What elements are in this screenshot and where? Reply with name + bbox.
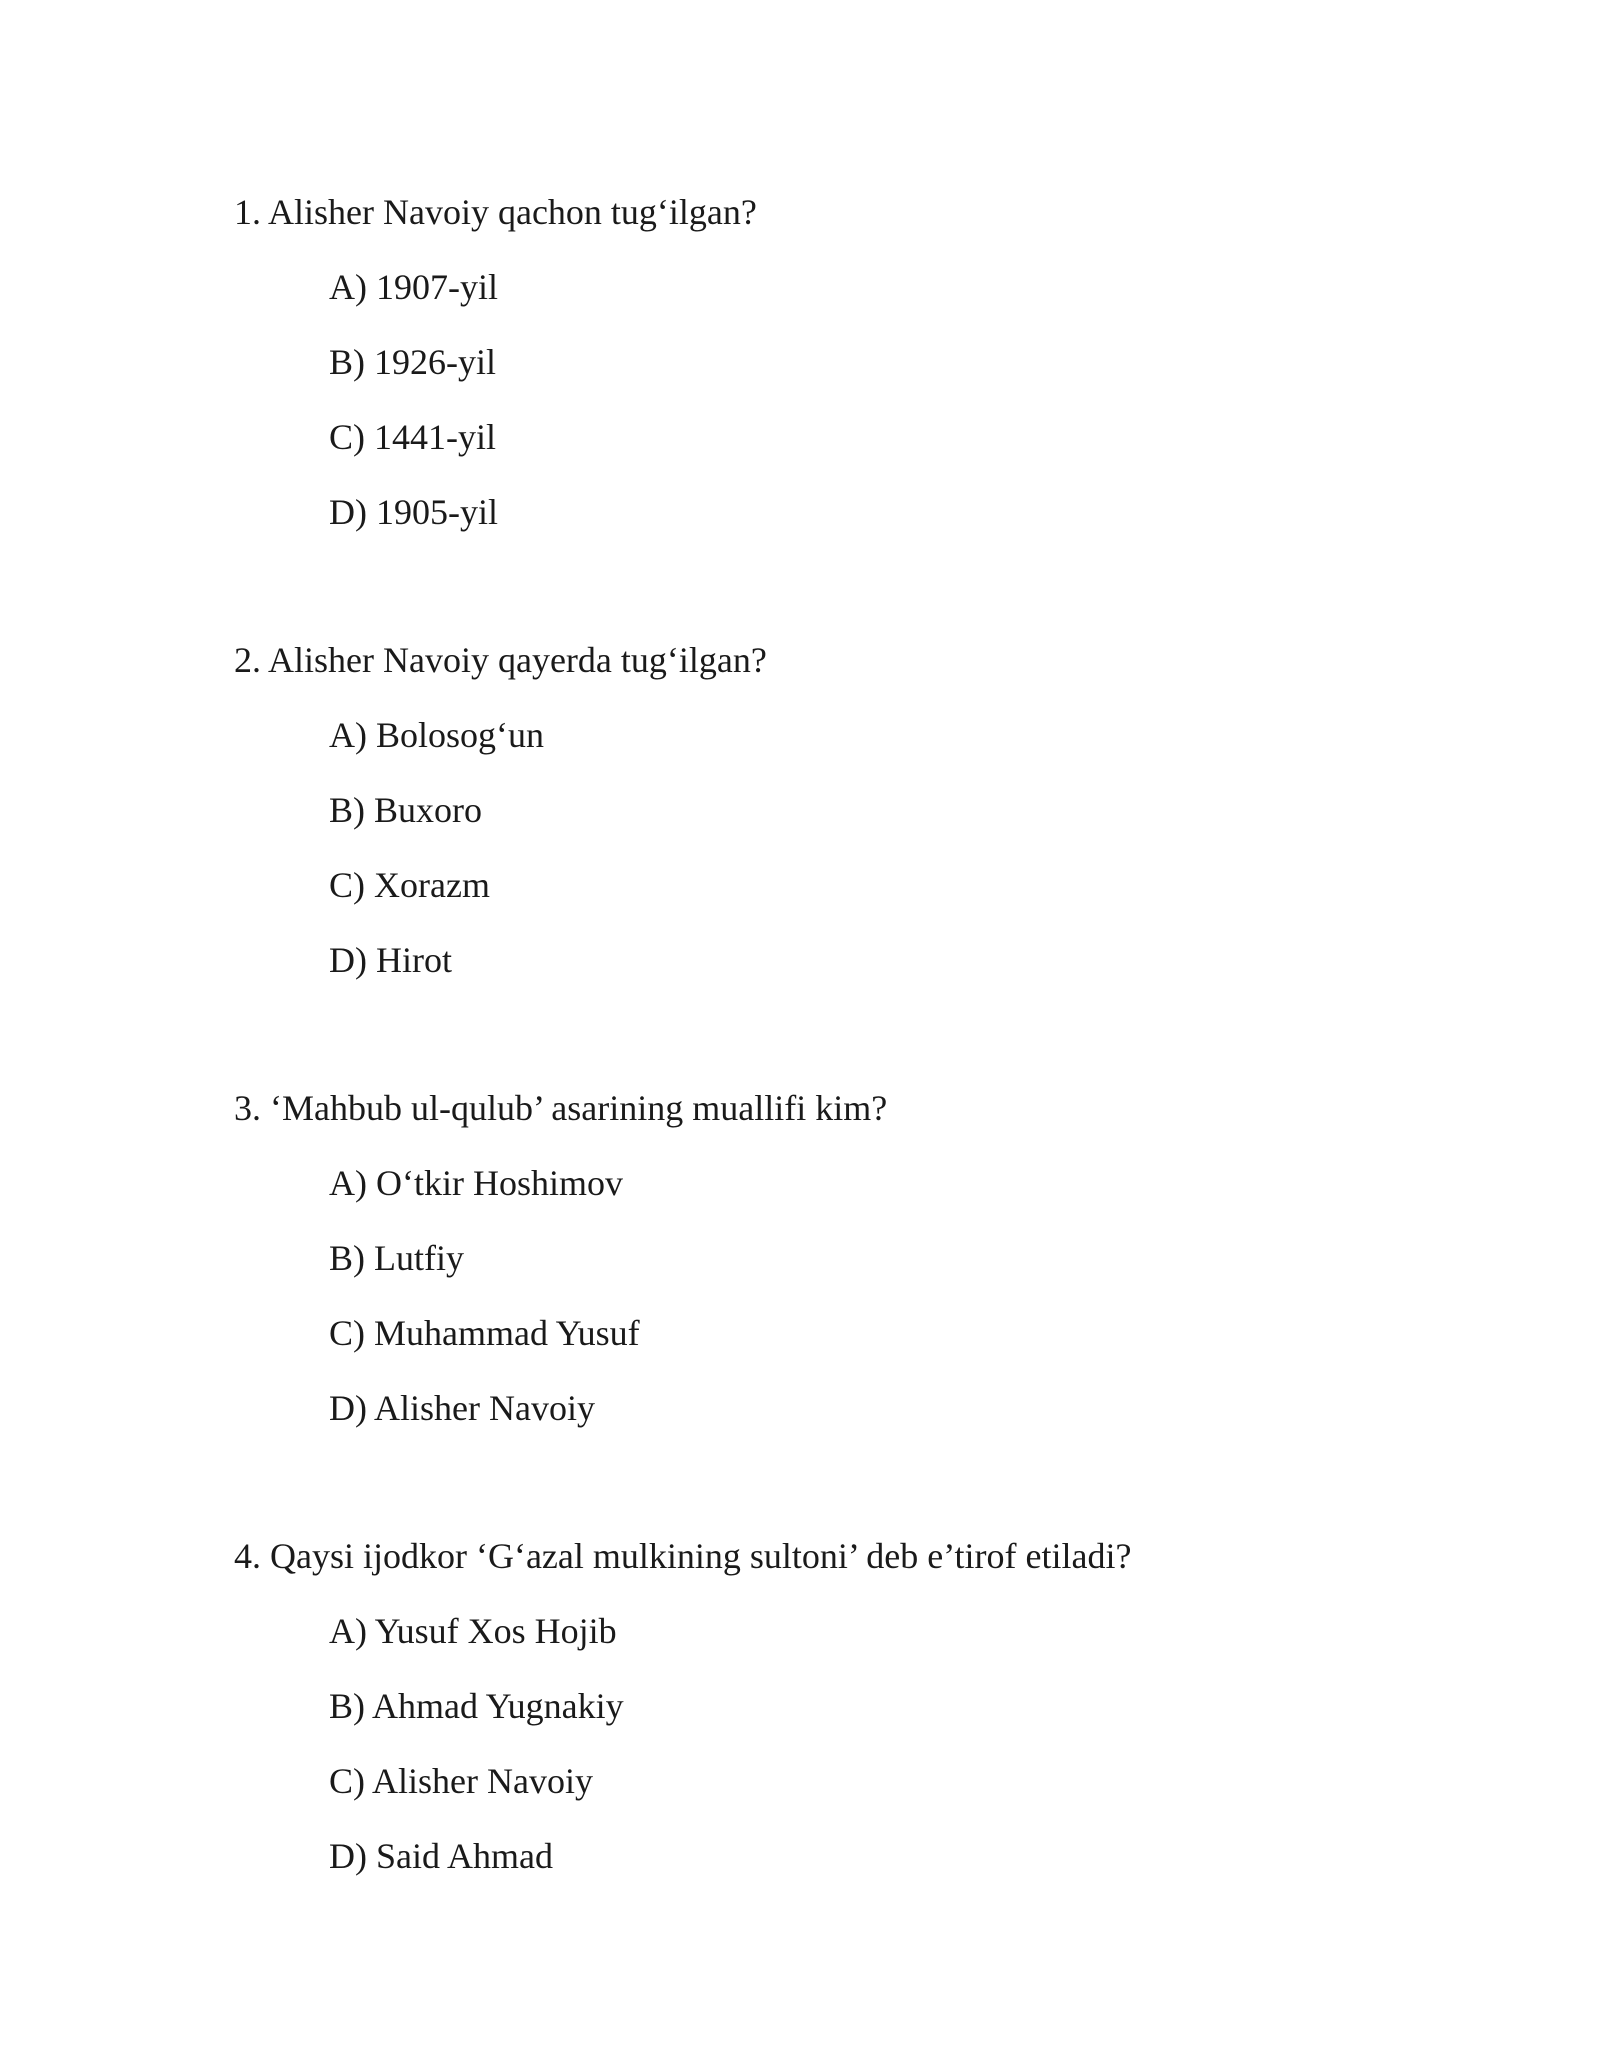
answer-options (234, 1607, 1484, 1880)
option-c: C) 1441-yil (329, 417, 496, 457)
question-text: 1. Alisher Navoiy qachon tug‘ilgan? (234, 192, 757, 232)
option-c: C) Alisher Navoiy (329, 1761, 593, 1801)
answer-options (234, 1159, 1484, 1432)
question-text: 3. ‘Mahbub ul-qulub’ asarining muallifi kim? (234, 1088, 888, 1128)
option-b: B) Lutfiy (329, 1238, 464, 1278)
question-4 (234, 1532, 1484, 1880)
option-a: A) Bolosog‘un (329, 715, 544, 755)
option-d: D) Alisher Navoiy (329, 1388, 595, 1428)
option-c: C) Xorazm (329, 865, 490, 905)
question-3 (234, 1084, 1484, 1432)
option-a: A) O‘tkir Hoshimov (329, 1163, 623, 1203)
question-text: 2. Alisher Navoiy qayerda tug‘ilgan? (234, 640, 767, 680)
option-d: D) Hirot (329, 940, 452, 980)
question-text: 4. Qaysi ijodkor ‘G‘azal mulkining sultoni’ deb e’tirof etiladi? (234, 1536, 1132, 1576)
question-1 (234, 188, 1484, 536)
answer-options (234, 263, 1484, 536)
option-b: B) Ahmad Yugnakiy (329, 1686, 624, 1726)
option-a: A) 1907-yil (329, 267, 498, 307)
question-2 (234, 636, 1484, 984)
option-b: B) Buxoro (329, 790, 482, 830)
option-d: D) Said Ahmad (329, 1836, 553, 1876)
option-a: A) Yusuf Xos Hojib (329, 1611, 617, 1651)
option-c: C) Muhammad Yusuf (329, 1313, 640, 1353)
answer-options (234, 711, 1484, 984)
option-d: D) 1905-yil (329, 492, 498, 532)
option-b: B) 1926-yil (329, 342, 496, 382)
